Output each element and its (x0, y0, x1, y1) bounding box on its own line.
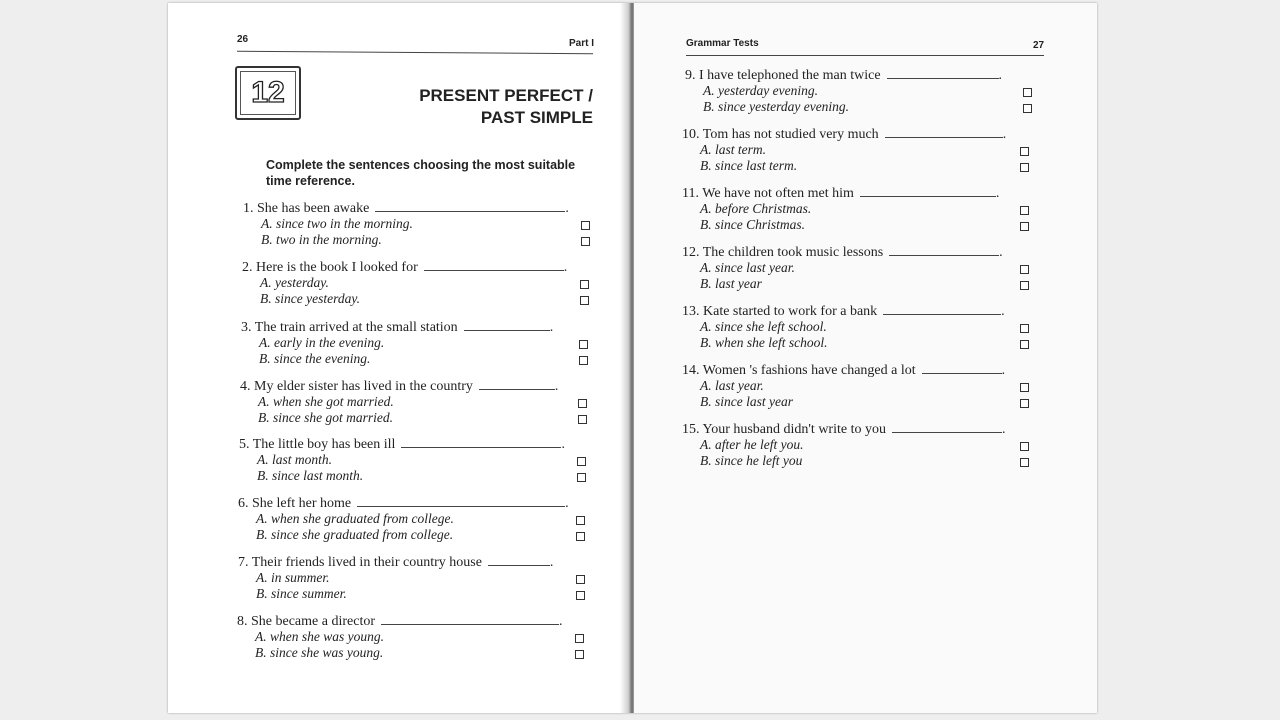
option-a-checkbox[interactable] (1020, 383, 1029, 392)
header-rule-right (686, 55, 1044, 56)
question-text: Kate started to work for a bank (703, 304, 878, 319)
question-stem (682, 184, 999, 202)
option-a: A. after he left you. (700, 437, 804, 452)
option-a-checkbox[interactable] (575, 634, 584, 643)
sentence-period: . (565, 496, 569, 511)
question-stem (682, 420, 1005, 438)
question-item (239, 435, 593, 487)
question-stem (238, 553, 553, 571)
question-stem (241, 318, 553, 336)
answer-blank (464, 318, 550, 331)
right-page (634, 3, 1097, 713)
question-item (240, 377, 594, 429)
option-a-checkbox[interactable] (1020, 324, 1029, 333)
running-head-left: Part I (569, 38, 595, 49)
header-rule-left (237, 51, 593, 54)
unit-title (419, 85, 593, 129)
instruction: Complete the sentences choosing the most suitable time reference. (266, 158, 576, 188)
running-head-right: Grammar Tests (686, 38, 759, 49)
option-a-checkbox[interactable] (577, 457, 586, 466)
question-text: She left her home (252, 496, 352, 511)
option-a: A. since two in the morning. (261, 216, 413, 231)
question-text: Their friends lived in their country house (251, 555, 482, 570)
option-a-checkbox[interactable] (578, 399, 587, 408)
question-number: 5. (239, 437, 250, 452)
sentence-period: . (998, 68, 1003, 83)
option-b-checkbox[interactable] (1023, 104, 1032, 113)
question-item (243, 199, 597, 251)
option-b-checkbox[interactable] (1020, 281, 1029, 290)
option-b: B. since last term. (700, 158, 798, 173)
option-b: B. since last month. (257, 468, 364, 483)
question-text: I have telephoned the man twice (699, 68, 881, 83)
question-item (682, 184, 1036, 236)
question-item (682, 243, 1036, 295)
answer-blank (375, 199, 565, 212)
question-number: 11. (682, 186, 699, 201)
option-a-checkbox[interactable] (581, 221, 590, 230)
page-number-left: 26 (237, 34, 249, 45)
question-text: The children took music lessons (702, 245, 884, 260)
left-page (168, 3, 630, 713)
question-stem (240, 377, 558, 395)
option-b: B. since summer. (256, 586, 347, 601)
option-b-checkbox[interactable] (580, 296, 589, 305)
question-text: She has been awake (257, 201, 370, 216)
sentence-period: . (1001, 422, 1006, 437)
option-a: A. since last year. (700, 260, 795, 275)
sentence-period: . (559, 614, 563, 629)
option-b-checkbox[interactable] (578, 415, 587, 424)
question-item (682, 420, 1036, 472)
option-b: B. since she was young. (255, 645, 384, 660)
option-a: A. early in the evening. (259, 335, 385, 350)
option-a-checkbox[interactable] (576, 516, 585, 525)
option-a: A. last term. (700, 142, 766, 157)
question-text: We have not often met him (702, 186, 854, 201)
question-item (242, 258, 596, 310)
option-b-checkbox[interactable] (1020, 399, 1029, 408)
option-b-checkbox[interactable] (575, 650, 584, 659)
question-stem (237, 612, 563, 630)
sentence-period: . (554, 379, 559, 394)
question-item (682, 302, 1036, 354)
answer-blank (889, 243, 999, 256)
question-number: 13. (682, 304, 700, 319)
question-item (682, 361, 1036, 413)
option-b: B. last year (700, 276, 762, 291)
question-number: 10. (682, 127, 700, 142)
question-number: 1. (243, 201, 254, 216)
sentence-period: . (999, 245, 1003, 260)
question-number: 4. (240, 379, 251, 394)
option-b: B. since he left you (700, 453, 803, 468)
question-stem (682, 302, 1005, 320)
option-b-checkbox[interactable] (1020, 222, 1029, 231)
question-text: Tom has not studied very much (702, 127, 879, 142)
question-text: Your husband didn't write to you (702, 422, 886, 437)
option-b: B. since yesterday evening. (703, 99, 850, 114)
option-b: B. since she got married. (258, 410, 393, 425)
unit-title-line1: PRESENT PERFECT / (419, 86, 593, 105)
option-b: B. since the evening. (259, 351, 371, 366)
question-number: 8. (237, 614, 248, 629)
question-text: The train arrived at the small station (254, 320, 458, 335)
question-number: 14. (682, 363, 700, 378)
question-stem (682, 361, 1005, 379)
option-a-checkbox[interactable] (1020, 265, 1029, 274)
question-text: She became a director (251, 614, 375, 629)
question-item (241, 318, 595, 370)
sentence-period: . (565, 201, 569, 216)
option-a-checkbox[interactable] (579, 340, 588, 349)
sentence-period: . (563, 260, 568, 275)
answer-blank (424, 258, 564, 271)
book-spread (168, 3, 1097, 713)
answer-blank (922, 361, 1002, 374)
question-item (685, 66, 1039, 118)
answer-blank (381, 612, 559, 625)
question-text: Here is the book I looked for (256, 260, 418, 275)
question-text: Women 's fashions have changed a lot (702, 363, 916, 378)
option-b-checkbox[interactable] (581, 237, 590, 246)
option-a: A. yesterday. (260, 275, 329, 290)
question-stem (685, 66, 1002, 84)
answer-blank (883, 302, 1001, 315)
option-b-checkbox[interactable] (1020, 458, 1029, 467)
option-b-checkbox[interactable] (1020, 340, 1029, 349)
option-b-checkbox[interactable] (576, 591, 585, 600)
question-number: 15. (682, 422, 700, 437)
sentence-period: . (995, 186, 1000, 201)
sentence-period: . (549, 320, 554, 335)
option-a: A. when she was young. (255, 629, 384, 644)
answer-blank (860, 184, 996, 197)
option-b-checkbox[interactable] (577, 473, 586, 482)
option-a: A. yesterday evening. (703, 83, 818, 98)
question-stem (243, 199, 569, 217)
option-b: B. when she left school. (700, 335, 828, 350)
option-a: A. last year. (700, 378, 764, 393)
answer-blank (488, 553, 550, 566)
answer-blank (357, 494, 565, 507)
question-number: 2. (242, 260, 253, 275)
option-a: A. last month. (257, 452, 333, 467)
answer-blank (887, 66, 999, 79)
question-stem (242, 258, 567, 276)
option-a: A. when she got married. (258, 394, 394, 409)
option-b: B. since last year (700, 394, 793, 409)
answer-blank (885, 125, 1003, 138)
option-a-checkbox[interactable] (580, 280, 589, 289)
question-number: 7. (238, 555, 249, 570)
question-item (682, 125, 1036, 177)
option-a: A. when she graduated from college. (256, 511, 454, 526)
question-stem (682, 125, 1006, 143)
question-text: My elder sister has lived in the country (254, 379, 473, 394)
sentence-period: . (549, 555, 554, 570)
option-a-checkbox[interactable] (1020, 147, 1029, 156)
answer-blank (479, 377, 555, 390)
question-number: 9. (685, 68, 696, 83)
question-text: The little boy has been ill (252, 437, 396, 452)
option-b: B. since yesterday. (260, 291, 360, 306)
option-b-checkbox[interactable] (1020, 163, 1029, 172)
unit-number-badge (235, 66, 301, 120)
answer-blank (401, 435, 561, 448)
option-b-checkbox[interactable] (576, 532, 585, 541)
option-a-checkbox[interactable] (1020, 206, 1029, 215)
question-stem (238, 494, 569, 512)
option-a-checkbox[interactable] (1020, 442, 1029, 451)
sentence-period: . (561, 437, 565, 452)
option-b: B. since Christmas. (700, 217, 806, 232)
unit-title-line2: PAST SIMPLE (480, 108, 593, 127)
answer-blank (892, 420, 1002, 433)
question-stem (239, 435, 565, 453)
question-number: 12. (682, 245, 700, 260)
unit-number: 12 (240, 71, 296, 115)
question-item (238, 494, 592, 546)
sentence-period: . (1001, 363, 1006, 378)
question-item (237, 612, 591, 664)
question-stem (682, 243, 1003, 261)
option-b: B. since she graduated from college. (256, 527, 454, 542)
option-b-checkbox[interactable] (579, 356, 588, 365)
page-number-right: 27 (1033, 40, 1045, 51)
option-a: A. before Christmas. (700, 201, 812, 216)
question-number: 3. (241, 320, 252, 335)
question-item (238, 553, 592, 605)
sentence-period: . (1001, 304, 1005, 319)
option-a: A. since she left school. (700, 319, 827, 334)
option-a: A. in summer. (256, 570, 330, 585)
option-a-checkbox[interactable] (576, 575, 585, 584)
question-number: 6. (238, 496, 249, 511)
option-a-checkbox[interactable] (1023, 88, 1032, 97)
sentence-period: . (1002, 127, 1007, 142)
option-b: B. two in the morning. (261, 232, 382, 247)
